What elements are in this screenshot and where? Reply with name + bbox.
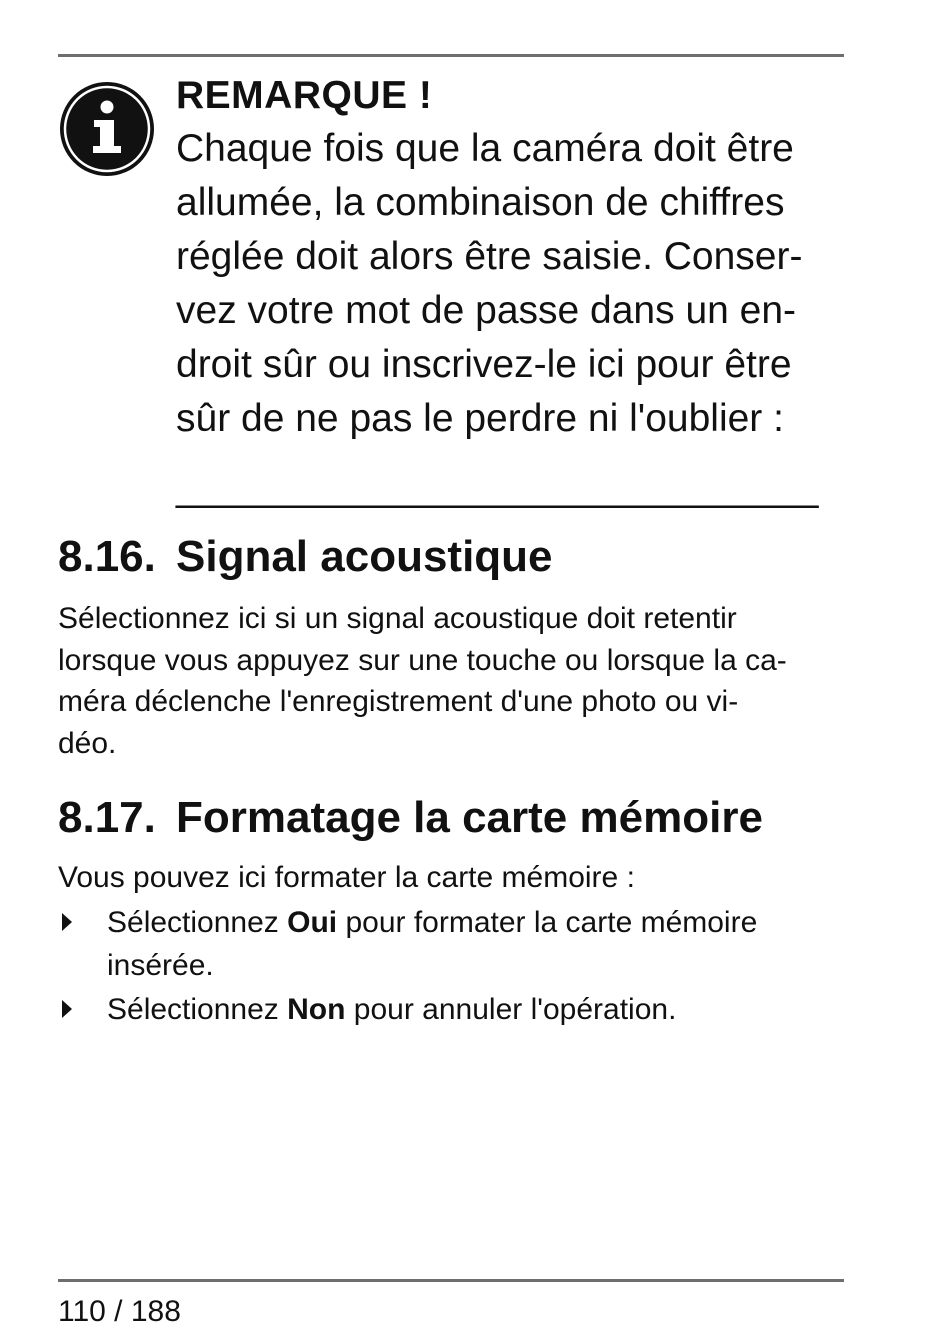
list-item-line <box>107 988 847 1031</box>
note-line: droit sûr ou inscrivez-le ici pour être <box>176 343 792 386</box>
paragraph-line: déo. <box>58 726 117 760</box>
note-line: réglée doit alors être saisie. Conser- <box>176 235 803 278</box>
paragraph-line: Vous pouvez ici formater la carte mémoire : <box>58 861 635 894</box>
section-heading-8-17 <box>58 793 763 843</box>
paragraph-line: Sélectionnez ici si un signal acoustique doit retentir <box>58 602 737 635</box>
triangle-bullet-icon <box>62 1000 72 1018</box>
note-line: Chaque fois que la caméra doit être <box>176 127 794 170</box>
section-title: Formatage la carte mémoire <box>176 793 763 842</box>
list-item-line <box>107 901 847 944</box>
note-title: REMARQUE ! <box>176 74 433 117</box>
top-rule <box>58 54 844 57</box>
list-item-continuation: insérée. <box>107 949 214 982</box>
page-number: 110 / 188 <box>58 1295 181 1328</box>
bottom-rule <box>58 1279 844 1282</box>
triangle-bullet-icon <box>62 913 72 931</box>
section-number: 8.16. <box>58 532 156 581</box>
section-heading-8-16 <box>58 532 553 582</box>
list-item-suffix: pour annuler l'opération. <box>345 993 677 1026</box>
list-item-suffix: pour formater la carte mémoire <box>337 906 758 939</box>
option-oui: Oui <box>287 906 338 939</box>
password-blank-line: _______________________________ <box>176 466 818 509</box>
option-non: Non <box>287 993 346 1026</box>
note-block <box>176 70 856 446</box>
list-item-prefix: Sélectionnez <box>107 993 288 1026</box>
section-title: Signal acoustique <box>176 532 553 581</box>
note-line: sûr de ne pas le perdre ni l'oublier : <box>176 397 784 440</box>
note-line: allumée, la combinaison de chiffres <box>176 181 785 224</box>
list-item-prefix: Sélectionnez <box>107 906 288 939</box>
info-icon <box>58 80 156 178</box>
section-8-16-paragraph <box>58 598 848 764</box>
note-line: vez votre mot de passe dans un en- <box>176 289 797 332</box>
paragraph-line: méra déclenche l'enregistrement d'une photo ou vi- <box>58 685 739 718</box>
section-8-17-intro <box>58 857 848 899</box>
section-number: 8.17. <box>58 793 156 842</box>
paragraph-line: lorsque vous appuyez sur une touche ou lorsque la ca- <box>58 643 787 677</box>
